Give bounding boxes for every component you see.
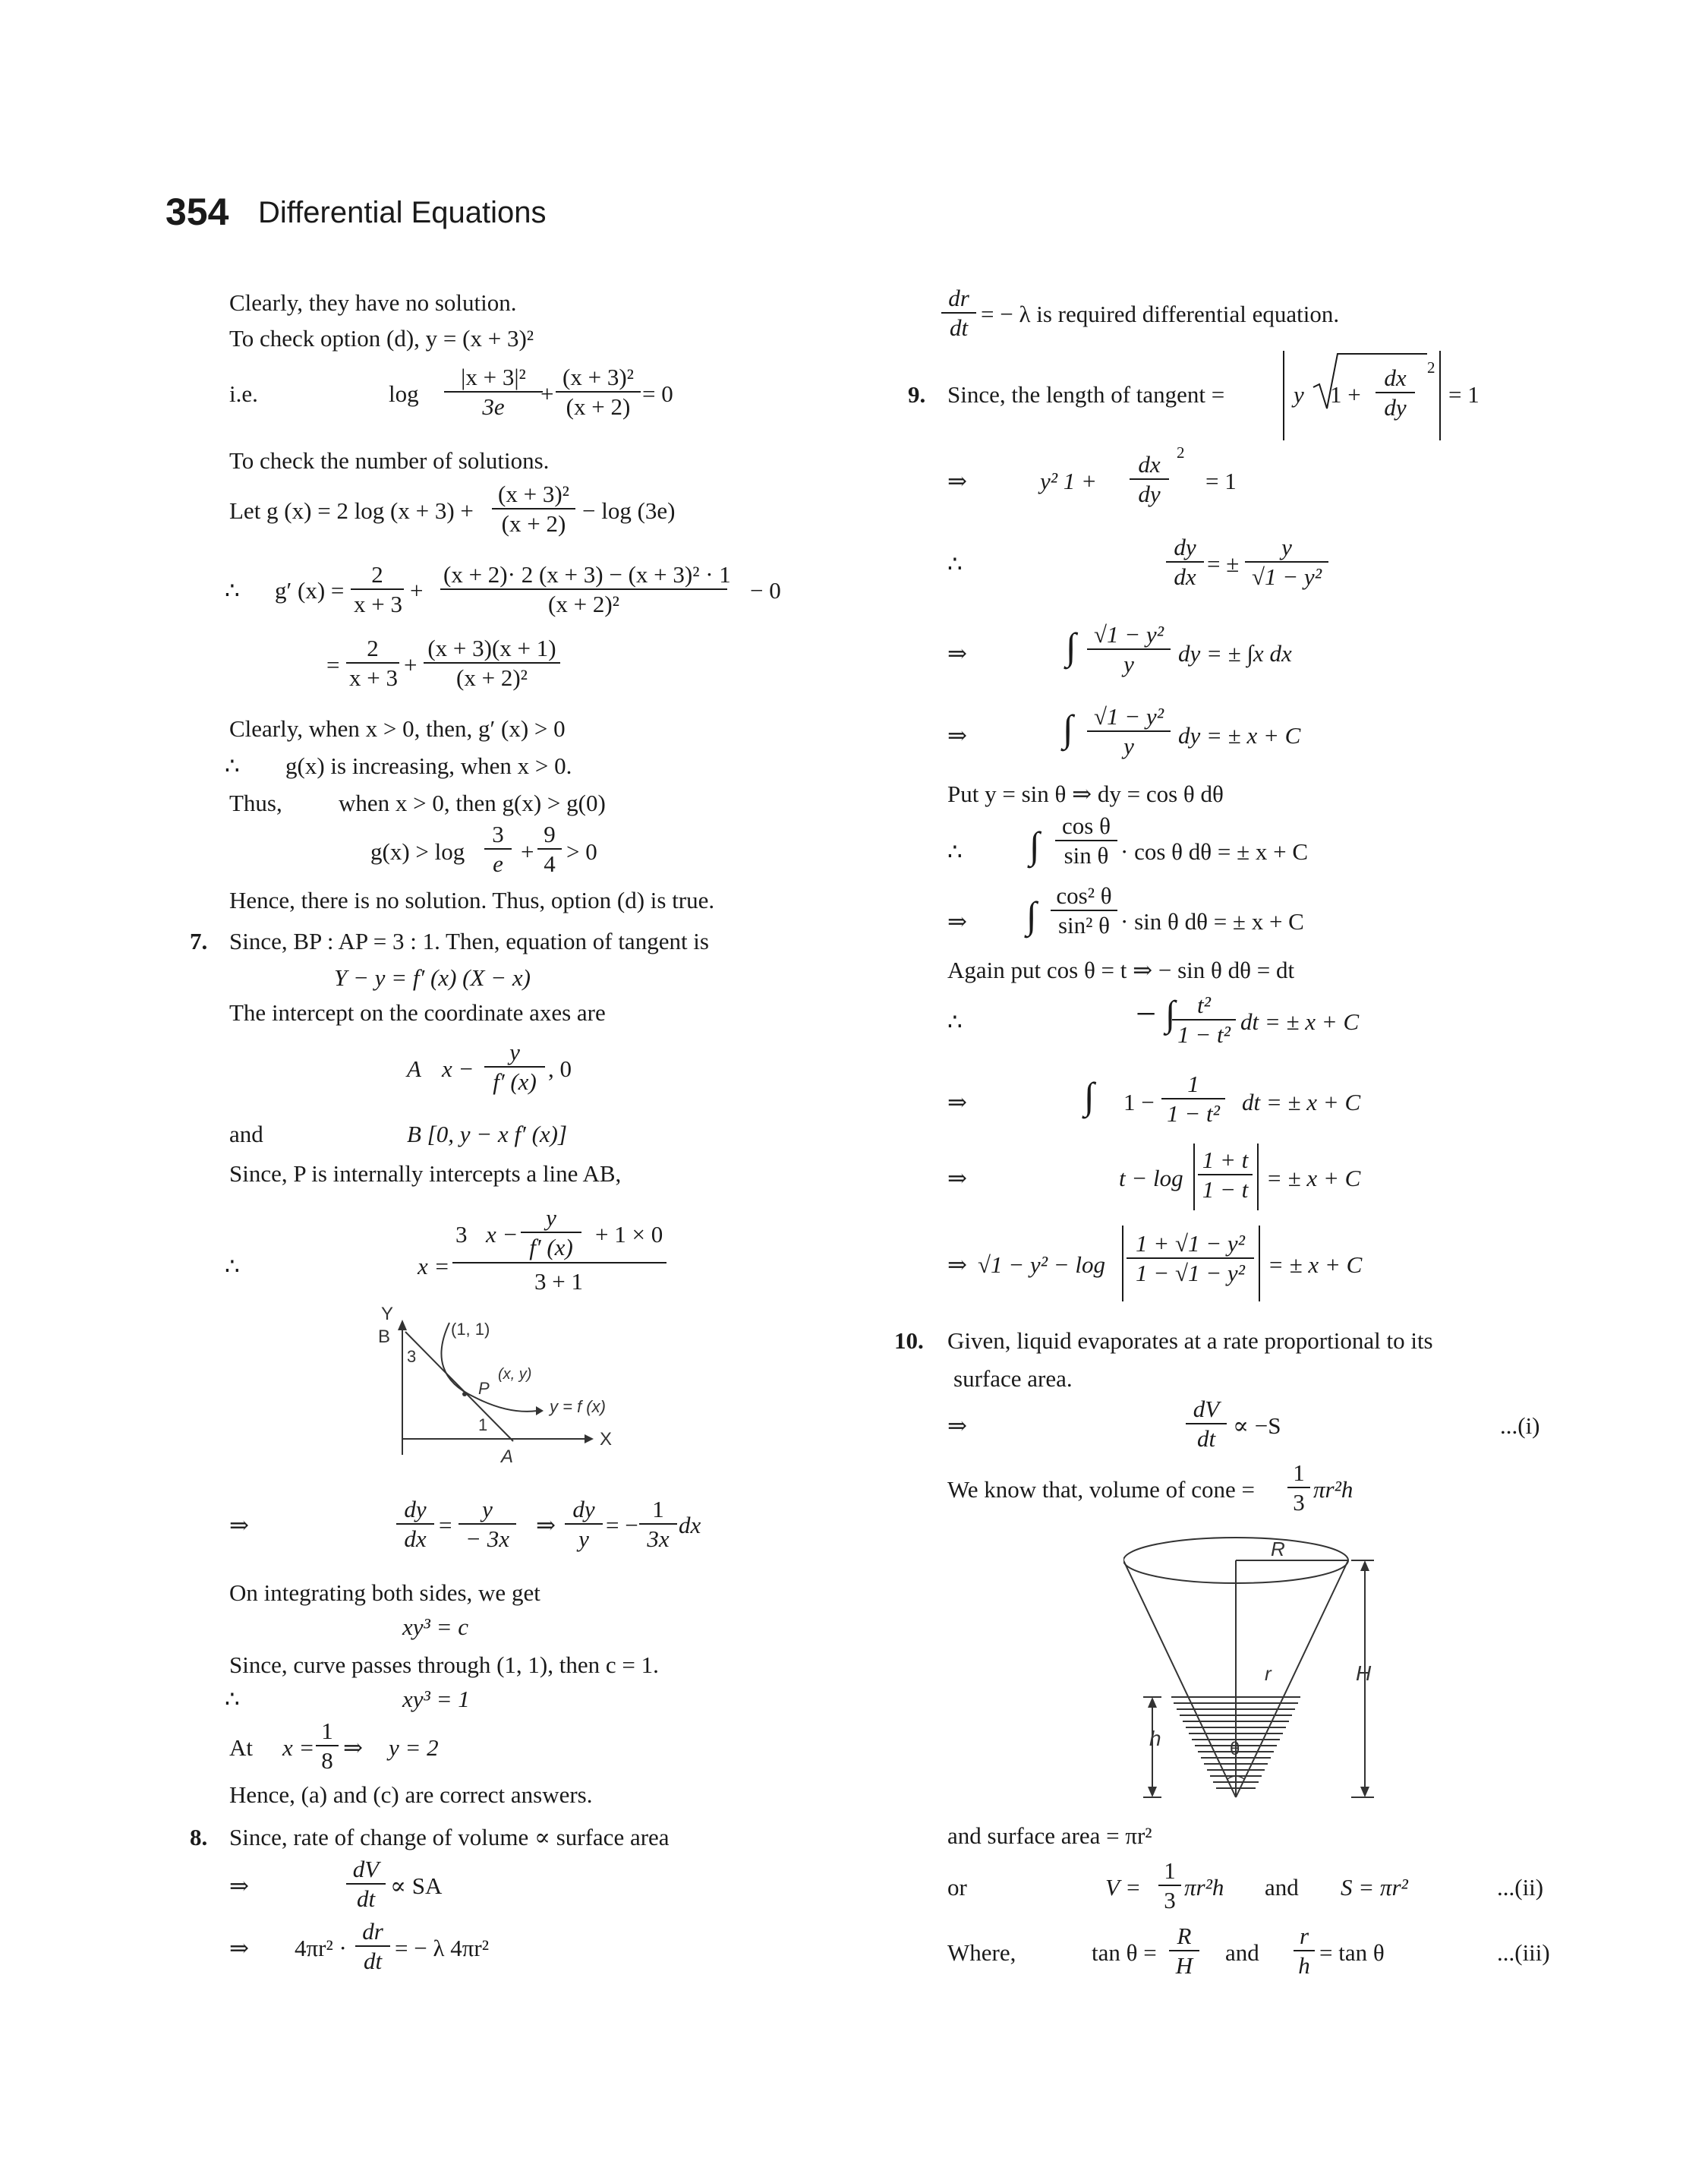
text-label: or (947, 1874, 967, 1901)
math-text: dt = ± x + C (1242, 1089, 1361, 1115)
math-text: + (540, 380, 554, 407)
fraction: dx dy (1376, 366, 1415, 419)
text-line: Hence, there is no solution. Thus, option (d) is true. (229, 887, 715, 913)
fraction: 3 e (484, 822, 512, 875)
fig-label-x: X (600, 1429, 613, 1450)
fraction: 1 3 (1287, 1461, 1310, 1514)
fraction: dy dx (396, 1497, 434, 1550)
therefore-symbol: ∴ (225, 1686, 240, 1712)
fraction: (x + 3)(x + 1) (x + 2)² (424, 636, 560, 689)
text-line: when x > 0, then g(x) > g(0) (339, 790, 606, 816)
math-text: Y − y = f′ (x) (X − x) (334, 964, 531, 991)
text-label: and (1265, 1874, 1299, 1901)
text-line: Given, liquid evaporates at a rate proportional to its (947, 1327, 1433, 1354)
fraction: 1 + √1 − y² 1 − √1 − y² (1127, 1232, 1254, 1285)
fraction: 9 4 (537, 822, 562, 875)
fraction: dy dx (1166, 535, 1204, 588)
therefore-symbol: ∴ (225, 1253, 240, 1279)
math-text: πr²h (1313, 1476, 1353, 1503)
implies-symbol: ⇒ (229, 1935, 249, 1961)
fig-label-y: Y (381, 1306, 394, 1324)
math-text: πr²h (1184, 1874, 1224, 1901)
fig-label-b: B (378, 1327, 391, 1347)
integral-sign: ∫ (1084, 1074, 1095, 1117)
page-title: Differential Equations (258, 196, 547, 229)
math-text: dt = ± x + C (1240, 1008, 1360, 1035)
text-line: Again put cos θ = t ⇒ − sin θ dθ = dt (947, 957, 1295, 983)
text-line: surface area. (953, 1365, 1073, 1392)
fig-label-3: 3 (407, 1347, 417, 1366)
math-text: 1 − (1123, 1089, 1155, 1115)
math-text: = ± (1207, 550, 1240, 577)
fraction-bar (452, 1262, 666, 1263)
fig-label-point-1-1: (1, 1) (451, 1320, 490, 1339)
implies-symbol: ⇒ (343, 1734, 363, 1761)
text-line: The intercept on the coordinate axes are (229, 999, 606, 1026)
math-text: 1 + (1330, 381, 1361, 408)
math-text: dy = ± x + C (1178, 722, 1301, 749)
equation-tag: ...(i) (1500, 1412, 1540, 1439)
integral-sign: ∫ (1029, 824, 1040, 866)
math-text: dy = ± ∫x dx (1178, 640, 1292, 667)
fig-label-p: P (478, 1379, 490, 1398)
fraction: dx dy (1130, 453, 1169, 506)
fraction: cos² θ sin² θ (1051, 884, 1117, 937)
therefore-symbol: ∴ (947, 550, 963, 577)
fraction: 1 + t 1 − t (1198, 1148, 1253, 1201)
abs-bar (1439, 351, 1441, 440)
exponent: 2 (1427, 358, 1435, 377)
text-line: and surface area = πr² (947, 1822, 1152, 1849)
fraction: √1 − y² y (1087, 623, 1171, 676)
math-text: B [0, y − x f′ (x)] (407, 1121, 568, 1147)
fraction: dV dt (346, 1857, 386, 1910)
math-text: tan θ = (1092, 1939, 1157, 1966)
fraction: R H (1169, 1924, 1199, 1977)
abs-bar (1259, 1226, 1260, 1301)
fraction: dr dt (941, 286, 976, 339)
math-text: = (326, 651, 340, 678)
therefore-symbol: ∴ (947, 838, 963, 865)
fraction: y f′ (x) (521, 1206, 581, 1259)
cone-figure (1123, 1522, 1397, 1811)
integral-sign: ∫ (1066, 625, 1076, 667)
math-text: t − log (1119, 1165, 1183, 1191)
page-number: 354 (165, 191, 229, 233)
integral-sign: − ∫ (1136, 994, 1176, 1034)
math-text: = ± x + C (1268, 1251, 1363, 1278)
math-text: x = (282, 1734, 315, 1761)
math-text: y² 1 + (1040, 468, 1097, 494)
math-text: − log (3e) (582, 497, 676, 524)
math-text: y = 2 (389, 1734, 439, 1761)
math-text: = 1 (1448, 381, 1480, 408)
implies-symbol: ⇒ (947, 908, 967, 935)
fraction: dy y (565, 1497, 603, 1550)
text-label: and (1225, 1939, 1259, 1966)
question-number: 9. (908, 381, 926, 408)
fraction: dV dt (1186, 1397, 1227, 1450)
math-text: + 1 × 0 (595, 1221, 663, 1248)
math-text: y (1294, 381, 1304, 408)
math-text: x − (486, 1221, 518, 1248)
math-text: 3 (455, 1221, 468, 1248)
fraction: cos θ sin θ (1055, 814, 1117, 867)
math-text: = 1 (1205, 468, 1237, 494)
math-text: = (439, 1512, 452, 1538)
math-text: + (521, 838, 534, 865)
implies-symbol: ⇒ (947, 722, 967, 749)
therefore-symbol: ∴ (225, 752, 240, 779)
implies-symbol: ⇒ (229, 1872, 249, 1899)
math-text: A (407, 1055, 421, 1082)
text-line: Since, rate of change of volume ∝ surface area (229, 1824, 670, 1850)
cone-label-r: r (1265, 1662, 1272, 1685)
fraction: 2 x + 3 (346, 636, 399, 689)
implies-symbol: ⇒ (947, 1165, 967, 1191)
exponent: 2 (1177, 443, 1185, 462)
implies-symbol: ⇒ (947, 1251, 967, 1278)
text-line: Since, the length of tangent = (947, 381, 1225, 408)
math-text: g′ (x) = (275, 577, 345, 604)
math-text: + (404, 651, 418, 678)
text-line: To check the number of solutions. (229, 447, 550, 474)
fraction: √1 − y² y (1087, 705, 1171, 758)
fraction: 1 3 (1158, 1859, 1181, 1912)
text-line: Clearly, when x > 0, then, g′ (x) > 0 (229, 715, 566, 742)
equation-tag: ...(iii) (1497, 1939, 1550, 1966)
fraction: y f′ (x) (484, 1040, 545, 1093)
math-text: , 0 (548, 1055, 572, 1082)
text-label: Where, (947, 1939, 1016, 1966)
math-text: ∝ −S (1233, 1412, 1281, 1439)
fraction: y √1 − y² (1245, 535, 1328, 588)
integral-sign: ∫ (1026, 894, 1037, 936)
text-line: Since, BP : AP = 3 : 1. Then, equation of tangent is (229, 928, 709, 954)
cone-label-r-top: R (1271, 1538, 1285, 1560)
therefore-symbol: ∴ (225, 577, 240, 604)
fraction: 2 x + 3 (351, 563, 404, 616)
cone-label-h-lower: h (1149, 1727, 1161, 1750)
equation-tag: ...(ii) (1497, 1874, 1544, 1901)
fraction: y − 3x (459, 1497, 516, 1550)
math-text: 4πr² · (295, 1935, 347, 1961)
math-text: √1 − y² − log (978, 1251, 1106, 1278)
math-text: − 0 (750, 577, 781, 604)
math-text: = − λ 4πr² (395, 1935, 490, 1961)
math-text: = tan θ (1319, 1939, 1385, 1966)
math-text: · cos θ dθ = ± x + C (1120, 838, 1309, 865)
therefore-symbol: ∴ (947, 1008, 963, 1035)
fraction: |x + 3|² 3e (444, 365, 543, 418)
implies-symbol: ⇒ (229, 1512, 249, 1538)
fraction: 1 1 − t² (1161, 1072, 1225, 1125)
fraction: 1 3x (639, 1497, 677, 1550)
math-text: dx (679, 1512, 701, 1538)
math-text: x − (442, 1055, 474, 1082)
implies-symbol: ⇒ (947, 1089, 967, 1115)
text-line: = − λ is required differential equation. (981, 301, 1340, 327)
fraction: dr dt (355, 1920, 390, 1973)
fraction: (x + 3)² (x + 2) (556, 365, 641, 418)
math-text: Let g (x) = 2 log (x + 3) + (229, 497, 474, 524)
fraction: 1 8 (316, 1719, 339, 1772)
math-text: 3 + 1 (534, 1268, 583, 1295)
text-line: Since, curve passes through (1, 1), then c = 1. (229, 1651, 659, 1678)
implies-symbol: ⇒ (947, 640, 967, 667)
text-line: We know that, volume of cone = (947, 1476, 1255, 1503)
fraction: (x + 2)· 2 (x + 3) − (x + 3)² · 1 (x + 2)² (440, 563, 727, 616)
text-line: Since, P is internally intercepts a line AB, (229, 1160, 622, 1187)
question-number: 8. (190, 1824, 208, 1850)
math-text: V = (1105, 1874, 1142, 1901)
integral-sign: ∫ (1063, 707, 1073, 749)
math-text: > 0 (566, 838, 597, 865)
math-text: = ± x + C (1266, 1165, 1361, 1191)
text-label: Thus, (229, 790, 282, 816)
math-text: S = πr² (1341, 1874, 1408, 1901)
math-text: · sin θ dθ = ± x + C (1120, 908, 1304, 935)
fig-label-1: 1 (478, 1415, 488, 1434)
abs-bar (1283, 351, 1284, 440)
text-label: At (229, 1734, 253, 1761)
math-text: g(x) > log (370, 838, 465, 865)
cone-label-h-upper: H (1356, 1661, 1372, 1685)
text-line: g(x) is increasing, when x > 0. (285, 752, 572, 779)
fig-label-a: A (501, 1446, 514, 1467)
math-text: = − (606, 1512, 638, 1538)
fig-label-xy: (x, y) (498, 1366, 532, 1383)
text-line: To check option (d), y = (x + 3)² (229, 325, 534, 352)
tangent-figure (364, 1306, 638, 1481)
sqrt-vinculum (1345, 353, 1427, 355)
text-line: Put y = sin θ ⇒ dy = cos θ dθ (947, 781, 1224, 807)
math-text: x = (418, 1253, 450, 1279)
implies-symbol: ⇒ (947, 1412, 967, 1439)
math-text: log (389, 380, 419, 407)
fig-label-yfx: y = f (x) (550, 1397, 606, 1416)
fraction: r h (1294, 1924, 1315, 1977)
text-line: Hence, (a) and (c) are correct answers. (229, 1781, 593, 1808)
fraction: t² 1 − t² (1172, 993, 1236, 1046)
math-text: xy³ = c (402, 1614, 468, 1640)
abs-bar (1257, 1144, 1259, 1210)
cone-label-theta: θ (1230, 1739, 1240, 1759)
math-text: + (410, 577, 424, 604)
text-line: Clearly, they have no solution. (229, 289, 517, 316)
question-number: 10. (894, 1327, 924, 1354)
question-number: 7. (190, 928, 208, 954)
text-label: i.e. (229, 380, 258, 407)
math-text: = 0 (642, 380, 673, 407)
implies-symbol: ⇒ (947, 468, 967, 494)
math-text: ∝ SA (390, 1872, 443, 1899)
abs-bar (1122, 1226, 1123, 1301)
abs-bar (1193, 1144, 1195, 1210)
text-label: and (229, 1121, 263, 1147)
implies-symbol: ⇒ (536, 1512, 556, 1538)
math-text: xy³ = 1 (402, 1686, 470, 1712)
fraction: (x + 3)² (x + 2) (492, 482, 575, 535)
text-line: On integrating both sides, we get (229, 1579, 540, 1606)
